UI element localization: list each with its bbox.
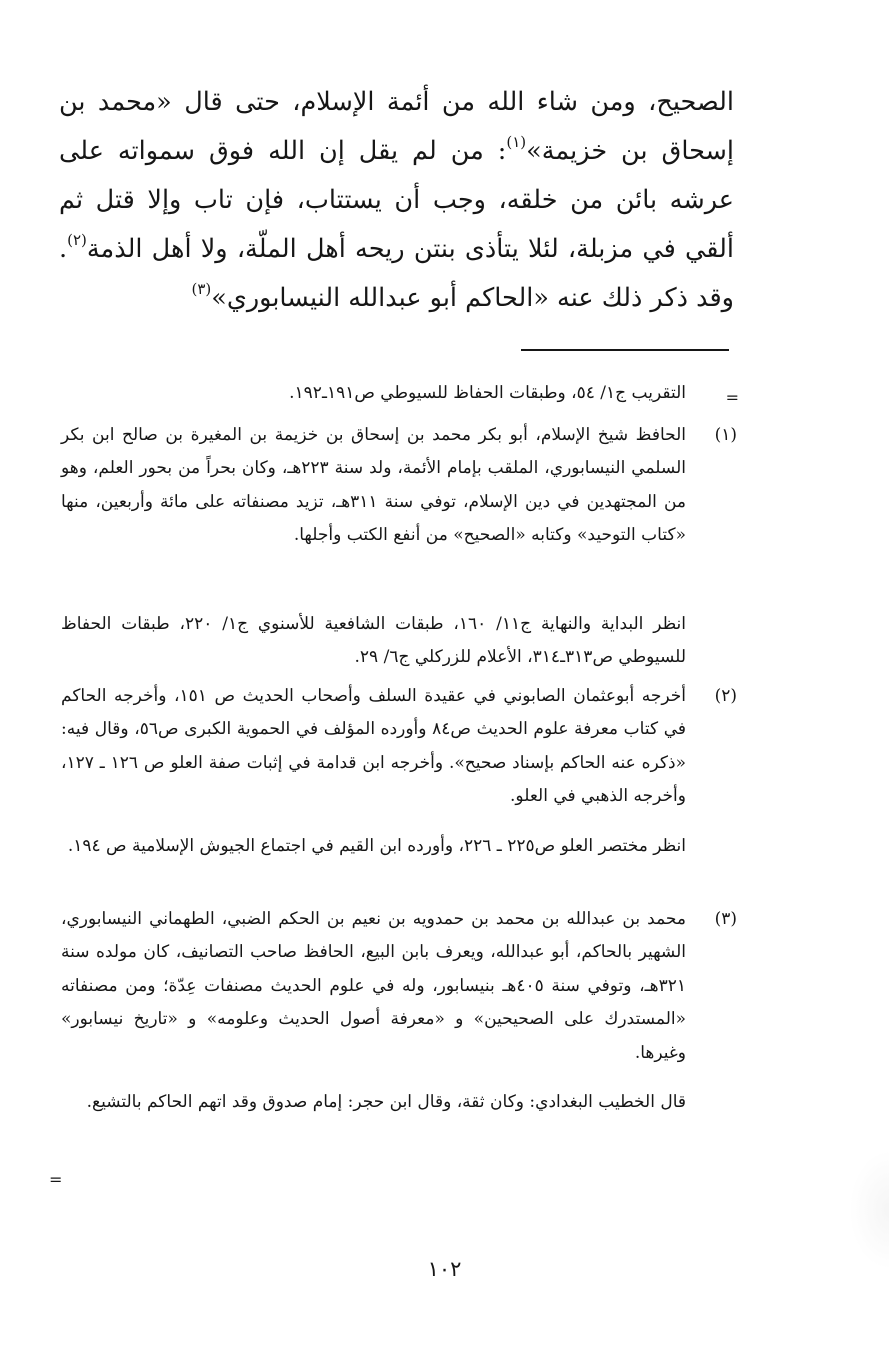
main-text-part-3: . وقد ذكر ذلك عنه «الحاكم أبو عبدالله النيسابوري» (59, 234, 734, 313)
footnote-2-number: (٢) (714, 686, 737, 706)
footnote-1-paragraph-1: الحافظ شيخ الإسلام، أبو بكر محمد بن إسحاق بن خزيمة بن المغيرة بن صالح ابن بكر السلمي النيسابوري، الملقب بإمام الأئمة، ولد سنة ٢٢٣هـ، وكان بحراً من بحور العلم، وهو من المجتهدين في دين الإسلام، توفي سنة ٣١١هـ، تزيد مصنفاته على مائة وأربعين، منها «كتاب التوحيد» وكتابه «الصحيح» من أنفع الكتب وأجلها. (61, 425, 686, 546)
footnote-3-paragraph-1: محمد بن عبدالله بن محمد بن حمدويه بن نعيم بن الحكم الضبي، الطهماني النيسابوري، الشهير بالحاكم، أبو عبدالله، ويعرف بابن البيع، الحافظ صاحب التصانيف، كان مولده سنة ٣٢١هـ، وتوفي سنة ٤٠٥هـ بنيسابور، وله في علوم الحديث مصنفات عِدّة؛ ومن مصنفاته «المستدرك على الصحيحين» و «معرفة أصول الحديث وعلومه» و «تاريخ نيسابور» وغيرها. (61, 909, 686, 1063)
main-text-part-1: الصحيح، ومن شاء الله من أئمة الإسلام، حتى قال «محمد بن إسحاق بن خزيمة» (59, 87, 734, 166)
footnote-1-paragraph-2: انظر البداية والنهاية ج١١/ ١٦٠، طبقات الشافعية للأسنوي ج١/ ٢٢٠، طبقات الحفاظ للسيوطي ص٣١٣ـ٣١٤، الأعلام للزركلي ج٦/ ٢٩. (61, 614, 687, 668)
main-text-part-2: : من لم يقل إن الله فوق سمواته على عرشه بائن من خلقه، وجب أن يستتاب، فإن تاب وإلا قتل ثم ألقي في مزبلة، لئلا يتأذى بنتن ريحه أهل الملّة، ولا أهل الذمة (59, 136, 734, 264)
continuation-mark: = (725, 388, 739, 407)
footnote-continuation: التقريب ج١/ ٥٤، وطبقات الحفاظ للسيوطي ص١٩١ـ١٩٢. (289, 383, 686, 403)
main-text-paragraph (59, 78, 734, 323)
footnote-2-paragraph-1: أخرجه أبوعثمان الصابوني في عقيدة السلف وأصحاب الحديث ص ١٥١، وأخرجه الحاكم في كتاب معرفة علوم الحديث ص٨٤ وأورده المؤلف في الحموية الكبرى ص٥٦، وقال فيه: «ذكره عنه الحاكم بإسناد صحيح». وأخرجه ابن قدامة في إثبات صفة العلو ص ١٢٦ ـ ١٢٧، وأخرجه الذهبي في العلو. (61, 686, 686, 807)
footnote-ref-3: (٣) (191, 279, 212, 298)
continuation-mark-end: = (49, 1170, 63, 1189)
footnote-separator (521, 349, 729, 351)
paper-stain (849, 1150, 889, 1270)
footnote-3-paragraph-2: قال الخطيب البغدادي: وكان ثقة، وقال ابن حجر: إمام صدوق وقد اتهم الحاكم بالتشيع. (86, 1092, 686, 1112)
footnote-1-number: (١) (714, 425, 737, 445)
footnote-ref-1: (١) (506, 132, 527, 151)
footnote-3-number: (٣) (714, 909, 737, 929)
page-number: ١٠٢ (427, 1257, 462, 1281)
footnote-2-paragraph-2: انظر مختصر العلو ص٢٢٥ ـ ٢٢٦، وأورده ابن القيم في اجتماع الجيوش الإسلامية ص ١٩٤. (67, 836, 686, 856)
footnote-ref-2: (٢) (67, 230, 87, 249)
